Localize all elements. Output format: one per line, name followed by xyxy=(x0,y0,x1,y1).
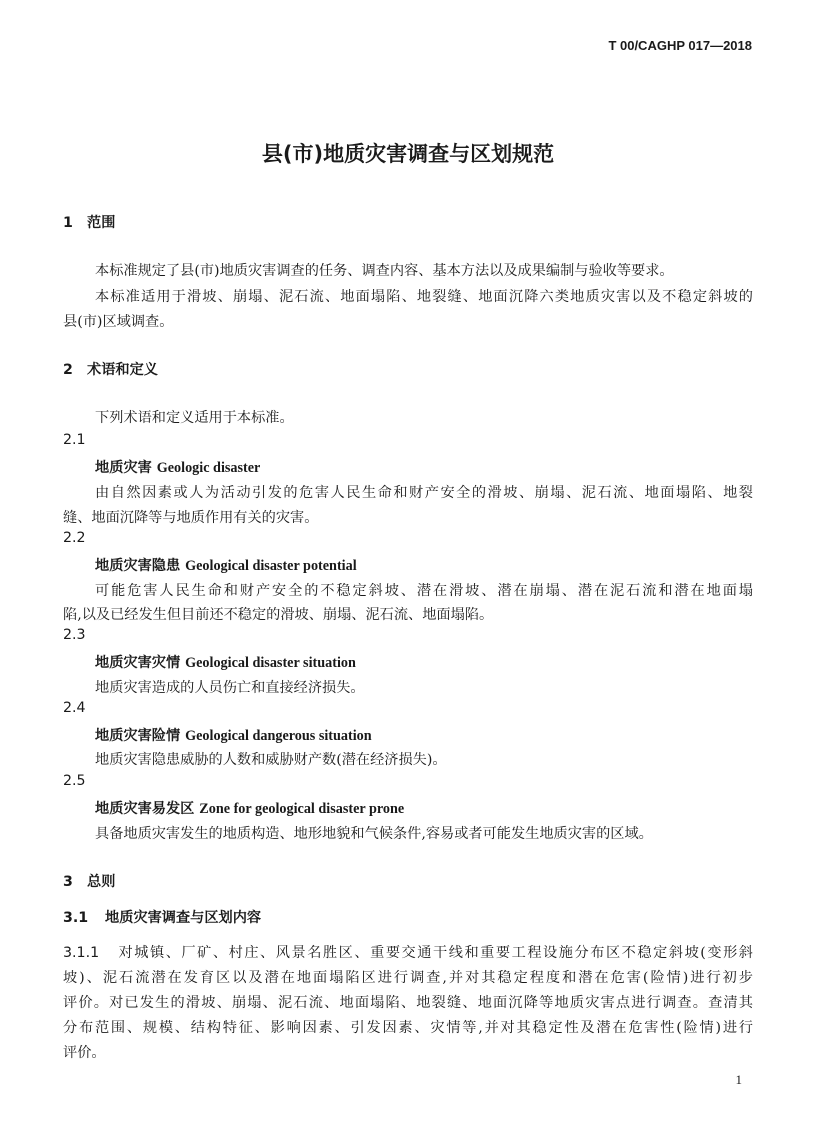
clause-3-1-1 xyxy=(63,942,753,962)
term-definition-continuation: 陷,以及已经发生但目前还不稳定的滑坡、崩塌、泥石流、地面塌陷。 xyxy=(63,607,494,623)
clause-number: 3.1.1 xyxy=(63,945,100,961)
clause-text: 对城镇、厂矿、村庄、风景名胜区、重要交通干线和重要工程设施分布区不稳定斜坡(变形斜 xyxy=(117,945,753,961)
term-en: Geological disaster potential xyxy=(185,558,357,574)
term-en: Geological disaster situation xyxy=(185,655,356,671)
term-cn: 地质灾害隐患 xyxy=(95,558,181,574)
page-number: 1 xyxy=(735,1072,742,1087)
term-heading xyxy=(95,798,404,818)
section-title: 总则 xyxy=(87,874,116,890)
section-number: 2 xyxy=(63,362,73,378)
subsection-number: 3.1 xyxy=(63,910,89,926)
section-2-heading xyxy=(63,359,158,379)
term-heading xyxy=(95,725,372,745)
section-number: 1 xyxy=(63,215,73,231)
subsection-title: 地质灾害调查与区划内容 xyxy=(105,910,262,926)
term-heading xyxy=(95,652,356,672)
paragraph: 下列术语和定义适用于本标准。 xyxy=(95,410,294,426)
term-heading xyxy=(95,457,260,477)
term-cn: 地质灾害险情 xyxy=(95,728,181,744)
section-1-heading xyxy=(63,212,115,232)
term-definition: 地质灾害隐患威胁的人数和威胁财产数(潜在经济损失)。 xyxy=(95,752,447,768)
term-definition: 地质灾害造成的人员伤亡和直接经济损失。 xyxy=(95,680,365,696)
section-title: 范围 xyxy=(87,215,116,231)
term-number: 2.3 xyxy=(63,627,86,643)
paragraph: 本标准适用于滑坡、崩塌、泥石流、地面塌陷、地裂缝、地面沉降六类地质灾害以及不稳定斜坡的 xyxy=(95,289,753,305)
term-definition: 由自然因素或人为活动引发的危害人民生命和财产安全的滑坡、崩塌、泥石流、地面塌陷、地裂 xyxy=(95,485,753,501)
paragraph: 本标准规定了县(市)地质灾害调查的任务、调查内容、基本方法以及成果编制与验收等要求。 xyxy=(95,263,674,279)
term-en: Zone for geological disaster prone xyxy=(199,801,405,817)
term-cn: 地质灾害 xyxy=(95,460,152,476)
term-cn: 地质灾害灾情 xyxy=(95,655,181,671)
term-heading xyxy=(95,555,357,575)
clause-text-line: 评价。对已发生的滑坡、崩塌、泥石流、地面塌陷、地裂缝、地面沉降等地质灾害点进行调查。查清其 xyxy=(63,995,753,1011)
clause-text-line: 评价。 xyxy=(63,1045,106,1061)
clause-text-line: 分布范围、规模、结构特征、影响因素、引发因素、灾情等,并对其稳定性及潜在危害性(险情)进行 xyxy=(63,1020,753,1036)
term-en: Geologic disaster xyxy=(156,460,261,476)
clause-text-line: 坡)、泥石流潜在发育区以及潜在地面塌陷区进行调查,并对其稳定程度和潜在危害(险情)进行初步 xyxy=(63,970,753,986)
subsection-3-1-heading xyxy=(63,907,261,927)
term-number: 2.2 xyxy=(63,530,86,546)
term-definition-continuation: 缝、地面沉降等与地质作用有关的灾害。 xyxy=(63,510,319,526)
term-number: 2.1 xyxy=(63,432,86,448)
section-title: 术语和定义 xyxy=(87,362,158,378)
standard-code: T 00/CAGHP 017—2018 xyxy=(608,38,752,53)
section-3-heading xyxy=(63,871,115,891)
document-title: 县(市)地质灾害调查与区划规范 xyxy=(261,142,555,166)
term-en: Geological dangerous situation xyxy=(185,728,372,744)
paragraph-continuation: 县(市)区域调查。 xyxy=(63,314,174,330)
term-definition: 可能危害人民生命和财产安全的不稳定斜坡、潜在滑坡、潜在崩塌、潜在泥石流和潜在地面塌 xyxy=(95,583,753,599)
term-definition: 具备地质灾害发生的地质构造、地形地貌和气候条件,容易或者可能发生地质灾害的区域。 xyxy=(95,826,653,842)
term-number: 2.4 xyxy=(63,700,86,716)
term-number: 2.5 xyxy=(63,773,86,789)
term-cn: 地质灾害易发区 xyxy=(95,801,195,817)
section-number: 3 xyxy=(63,874,73,890)
